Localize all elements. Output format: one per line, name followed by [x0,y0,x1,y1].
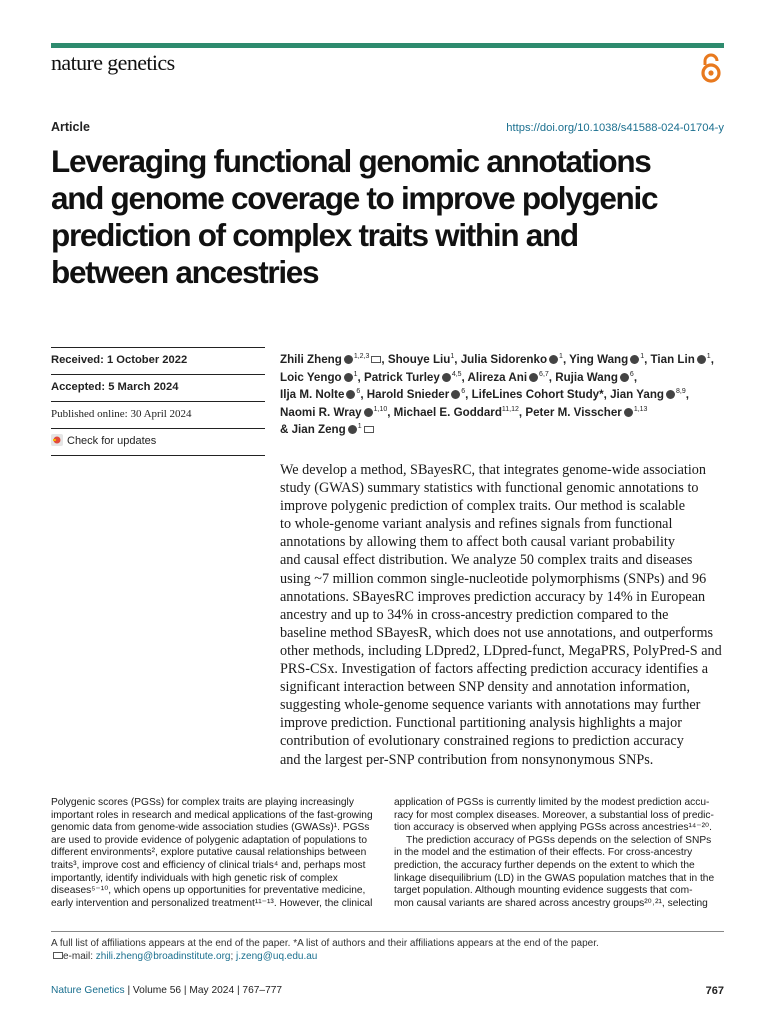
journal-name[interactable]: nature genetics [51,50,175,75]
page-number: 767 [705,985,724,997]
doi-link[interactable]: https://doi.org/10.1038/s41588-024-01704-y [506,122,724,134]
abstract-line: using ~7 million common single-nucleotide polymorphisms (SNPs) and 96 [280,570,707,587]
body-line: diseases⁵⁻¹⁰, which opens up opportunities for preventative medicine, [51,885,366,897]
title-line: between ancestries [51,254,319,290]
publication-dates [51,347,265,456]
email-link[interactable]: j.zeng@uq.edu.au [236,951,318,962]
author-list [280,351,740,439]
accepted-date: Accepted: 5 March 2024 [51,374,265,401]
abstract-line: improve polygenic prediction of complex traits. Our method is scalable [280,498,686,515]
title-line: prediction of complex traits within and [51,217,578,253]
author-line: Naomi R. Wray $^{1,10}$, Michael E. Goddard$^{11,12}$, Peter M. Visscher $^{1,13}$ [280,405,648,419]
open-access-icon [699,52,723,84]
email-link[interactable]: zhili.zheng@broadinstitute.org [95,951,231,962]
body-line: mon causal variants are shared across ancestry groups²⁰˒²¹, selecting [394,897,708,909]
check-for-updates-button[interactable] [51,428,265,456]
body-line: genomic data from genome-wide association studies (GWASs)¹. PGSs [51,822,370,834]
title-line: and genome coverage to improve polygenic [51,180,658,216]
body-line: importantly, identify individuals with high genetic risk of complex [51,872,338,884]
check-updates-icon [51,434,63,446]
body-line: in the model and the estimation of their effects. For cross-ancestry [394,847,693,859]
check-for-updates-label: Check for updates [67,435,157,447]
orcid-icon[interactable] [344,355,353,364]
email-footnote: e-mail: zhili.zheng@broadinstitute.org; j.zeng@uq.edu.au [51,950,724,963]
abstract-line: PRS-CSx. Investigation of factors affecting prediction accuracy identifies a [280,661,708,678]
orcid-icon[interactable] [529,373,538,382]
abstract-line: ancestry and up to 34% in cross-ancestry prediction compared to the [280,606,669,623]
abstract-line: significant interaction between SNP density and annotation information, [280,679,691,696]
article-title [51,143,741,291]
page-footer [51,985,724,996]
abstract-line: annotations. SBayesRC improves prediction accuracy by 14% in European [280,588,706,605]
orcid-icon[interactable] [442,373,451,382]
abstract-line: other methods, including LDpred2, LDpred-funct, MegaPRS, PolyPred-S and [280,642,722,659]
title-line: Leveraging functional genomic annotations [51,143,651,179]
orcid-icon[interactable] [346,390,355,399]
orcid-icon[interactable] [348,425,357,434]
abstract-line: contribution of evolutionary constrained regions to prediction accuracy [280,733,684,750]
body-line: are used to provide evidence of polygenic adaptation of populations to [51,834,368,846]
body-line: target population. Although mounting evidence suggests that com- [394,885,693,897]
envelope-icon[interactable] [371,356,381,363]
abstract-line: and causal effect distribution. We analyze 50 complex traits and diseases [280,552,693,569]
footer-journal-link[interactable]: Nature Genetics [51,985,125,996]
abstract-line: annotations by allowing them to affect both causal variant probability [280,534,675,551]
article-type-label: Article [51,120,90,134]
body-line: linkage disequilibrium (LD) in the GWAS population matches that in the [394,872,715,884]
body-line: prediction, the accuracy further depends on the extent to which the [394,859,695,871]
author-line: Zhili Zheng $^{1,2,3}$ , Shouye Liu$^1$, Julia Sidorenko $^1$, Ying Wang $^1$, Tian Lin $^1$, [280,353,714,366]
envelope-icon [53,952,63,959]
orcid-icon[interactable] [666,390,675,399]
body-line: important roles in research and medical applications of the fast-growing [51,809,373,821]
body-line: application of PGSs is currently limited by the modest prediction accu- [394,797,710,808]
body-column-left [51,797,381,910]
abstract-line: We develop a method, SBayesRC, that integrates genome-wide association [280,462,706,478]
journal-top-bar [51,43,724,48]
body-column-right [394,797,724,910]
orcid-icon[interactable] [630,355,639,364]
footer-citation: | Volume 56 | May 2024 | 767–777 [124,985,283,996]
body-line: tion accuracy is observed when applying PGSs across ancestries¹⁴⁻²⁰. [394,822,712,834]
orcid-icon[interactable] [451,390,460,399]
abstract-line: to whole-genome variant analysis and refines signals from functional [280,516,673,533]
published-date: Published online: 30 April 2024 [51,401,265,428]
author-line: Loic Yengo $^1$, Patrick Turley $^{4,5}$, Alireza Ani $^{6,7}$, Rujia Wang $^6$, [280,370,638,384]
body-line: The prediction accuracy of PGSs depends on the selection of SNPs [406,834,712,846]
abstract-line: improve prediction. Functional partitioning analysis highlights a major [280,715,682,732]
received-date: Received: 1 October 2022 [51,347,265,374]
orcid-icon[interactable] [344,373,353,382]
orcid-icon[interactable] [697,355,706,364]
abstract-line: and the largest per-SNP contribution from nonsynonymous SNPs. [280,751,654,768]
footnotes [51,931,724,963]
orcid-icon[interactable] [624,408,633,417]
abstract-line: baseline method SBayesR, which does not use annotations, and outperforms [280,624,714,641]
body-line: traits³, improve cost and efficiency of clinical trials⁴ and, perhaps most [51,859,366,871]
orcid-icon[interactable] [364,408,373,417]
body-line: different environments², explore putative causal relationships between [51,847,367,859]
orcid-icon[interactable] [620,373,629,382]
author-line: & Jian Zeng $^1$ [280,421,740,439]
body-line: racy for most complex diseases. Moreover, a substantial loss of predic- [394,809,714,821]
abstract-line: suggesting whole-genome sequence variants with annotations may further [280,697,701,714]
affiliation-footnote: A full list of affiliations appears at the end of the paper. *A list of authors and their affiliations appears at the end of the paper. [51,938,599,949]
author-line: Ilja M. Nolte $^6$, Harold Snieder $^6$, LifeLines Cohort Study*, Jian Yang $^{8,9}$, [280,388,689,402]
orcid-icon[interactable] [549,355,558,364]
envelope-icon[interactable] [364,426,374,433]
body-line: Polygenic scores (PGSs) for complex traits are playing increasingly [51,797,354,808]
abstract-line: study (GWAS) summary statistics with functional genomic annotations to [280,480,699,497]
body-line: early intervention and personalized treatment¹¹⁻¹³. However, the clinical [51,897,373,909]
abstract [280,461,740,769]
